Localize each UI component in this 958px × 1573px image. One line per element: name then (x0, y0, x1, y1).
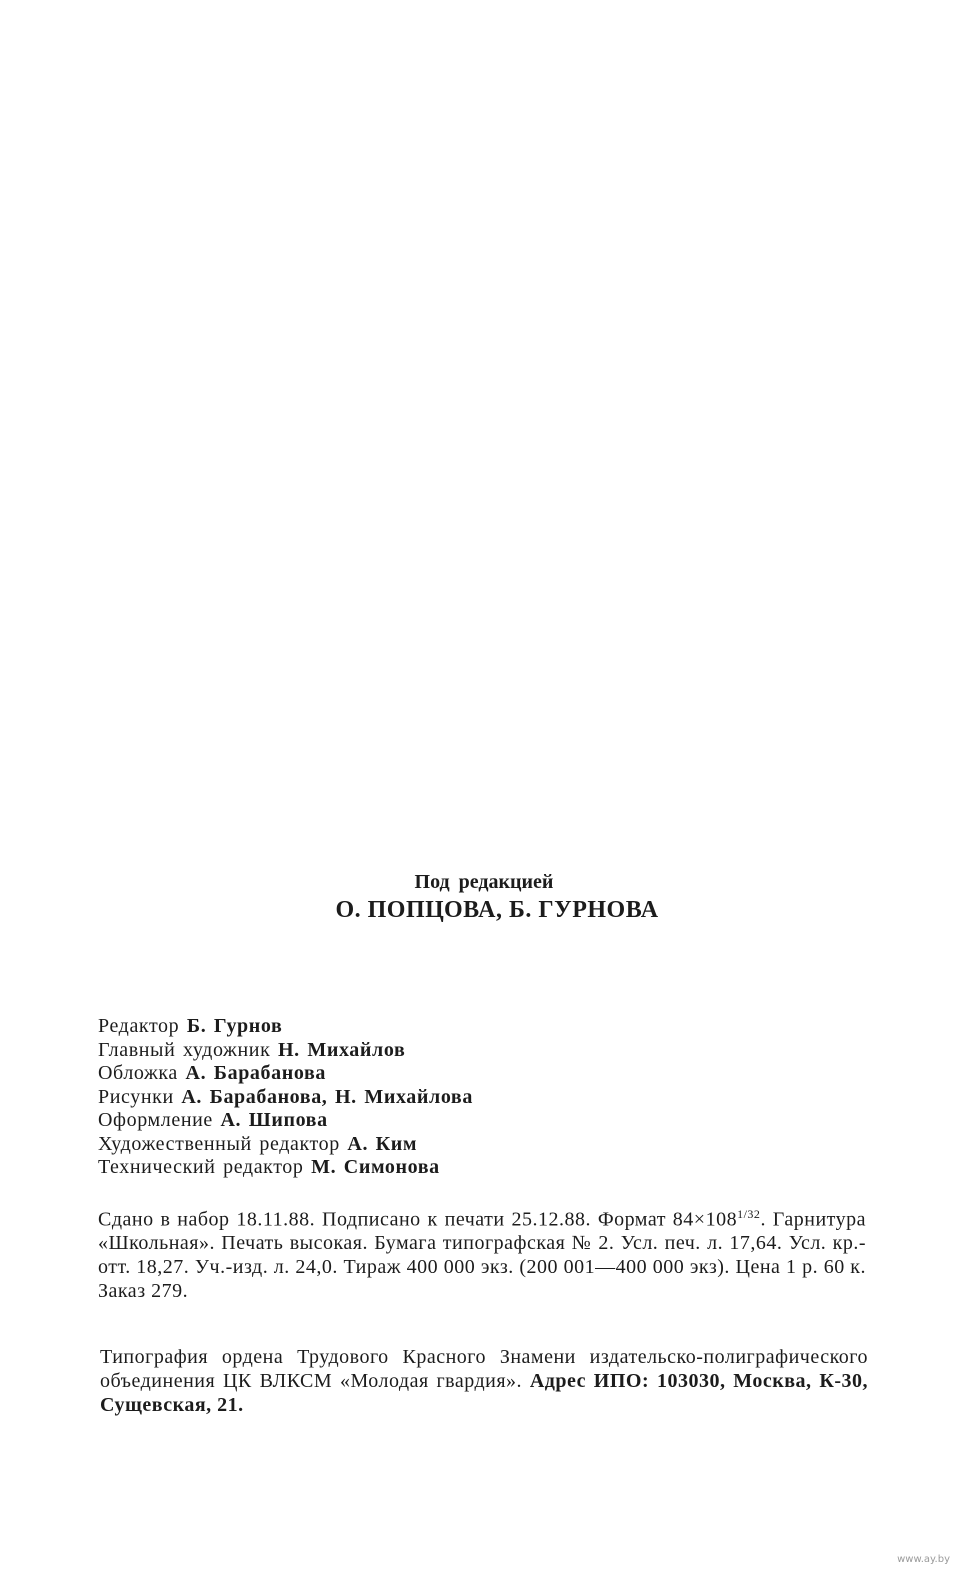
edited-by-label: Под редакцией (414, 871, 554, 893)
address-label: Адрес ИПО: (529, 1369, 650, 1392)
credit-name: А. Ким (347, 1132, 418, 1155)
credit-role: Технический редактор (98, 1156, 304, 1178)
editors-names: О. ПОПЦОВА, Б. ГУРНОВА (335, 897, 659, 923)
credit-name: А. Барабанова, Н. Михайлова (181, 1085, 473, 1108)
credit-line-cover (98, 1062, 473, 1086)
format-fraction: 1/32 (737, 1207, 761, 1221)
printer-name: Типография ордена Трудового Красного Знамени издательско-полиграфического объединения ЦК ВЛКСМ «Молодая гвардия». (100, 1346, 868, 1392)
credit-role: Оформление (98, 1109, 213, 1131)
credit-name: А. Барабанова (185, 1062, 326, 1084)
credit-role: Рисунки (98, 1085, 174, 1108)
printer-paragraph (100, 1346, 868, 1417)
editorial-block (0, 870, 958, 924)
credit-line-tech-editor (98, 1156, 473, 1180)
credit-role: Редактор (98, 1015, 180, 1037)
site-watermark: www.ay.by (897, 1554, 950, 1565)
imprint-text-end: . Гарнитура «Школьная». Печать высокая. Бумага типографская № 2. Усл. печ. л. 17,64. Усл. кр.-отт. 18,27. Уч.-изд. л. 24,0. Тираж 400 000 экз. (200 001—400 000 экз). Цена 1 р. 60 к. Заказ 279. (98, 1208, 867, 1303)
credit-role: Главный художник (98, 1038, 271, 1061)
credit-line-chief-artist (98, 1039, 473, 1063)
credit-line-design (98, 1109, 473, 1133)
credit-line-editor (98, 1015, 473, 1039)
credit-name: Б. Гурнов (186, 1015, 283, 1037)
credit-line-art-editor (98, 1133, 473, 1157)
credit-role: Художественный редактор (98, 1132, 340, 1155)
address-value: 103030, Москва, К-30, Сущевская, 21. (100, 1369, 869, 1416)
credit-line-illustrations (98, 1086, 473, 1110)
imprint-paragraph (98, 1203, 866, 1304)
credits-list (98, 1015, 473, 1180)
credit-role: Обложка (98, 1062, 178, 1084)
imprint-text-start: Сдано в набор 18.11.88. Подписано к печати 25.12.88. Формат 84×108 (98, 1208, 738, 1231)
credit-name: М. Симонова (311, 1156, 440, 1178)
credit-name: Н. Михайлов (278, 1038, 406, 1061)
credit-name: А. Шипова (220, 1109, 328, 1131)
